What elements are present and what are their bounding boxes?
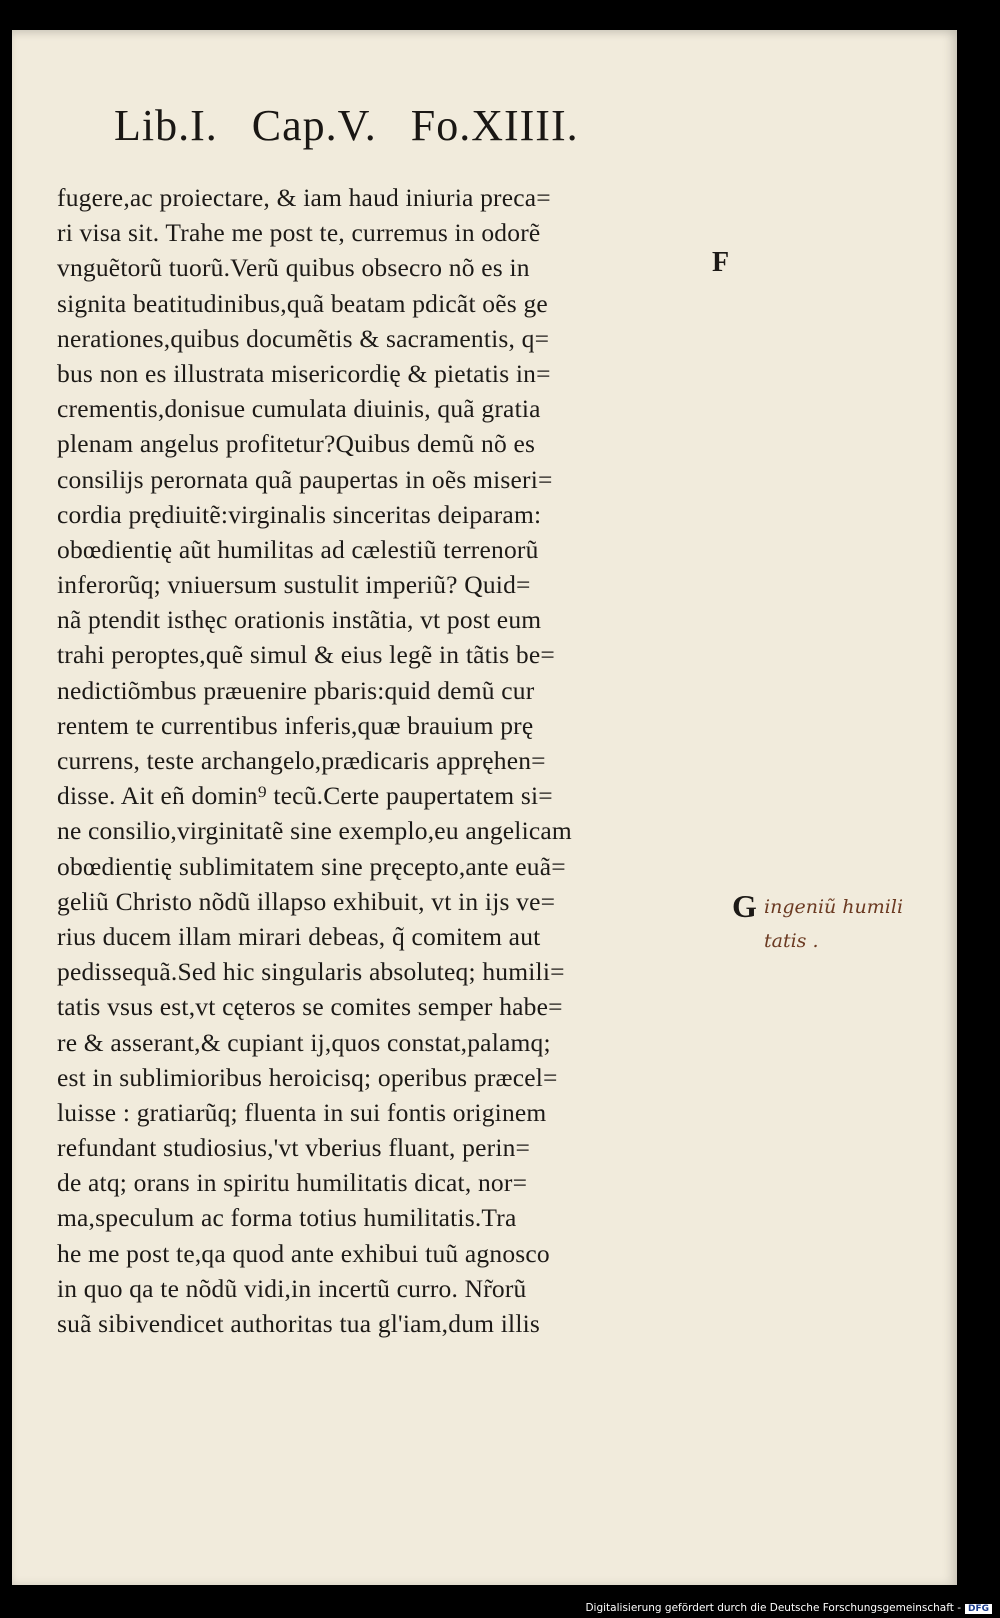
text-line: he me post te,qa quod ante exhibui tuũ agnosco [57, 1238, 550, 1268]
text-line: pedissequã.Sed hic singularis absoluteq; humili= [57, 957, 565, 987]
text-line: luisse : gratiarũq; fluenta in sui fontis originem [57, 1097, 547, 1127]
text-line: rius ducem illam mirari debeas, q̃ comitem aut [57, 921, 541, 951]
text-line: trahi peroptes,quẽ simul & eius legẽ in tãtis be= [57, 640, 555, 670]
text-line: re & asserant,& cupiant ij,quos constat,palamq; [57, 1027, 551, 1057]
text-line: signita beatitudinibus,quã beatam pdicãt oẽs ge [57, 288, 548, 318]
annotation-line: ingeniũ humili [764, 896, 904, 918]
text-line: ne consilio,virginitatẽ sine exemplo,eu angelicam [57, 816, 572, 846]
text-line: obœdientię sublimitatem sine pręcepto,ante euã= [57, 851, 566, 881]
text-line: in quo qa te nõdũ vidi,in incertũ curro. Nr̃orũ [57, 1273, 527, 1303]
text-line: geliũ Christo nõdũ illapso exhibuit, vt in ijs ve= [57, 886, 556, 916]
text-line: de atq; orans in spiritu humilitatis dicat, nor= [57, 1168, 528, 1198]
text-line: rentem te currentibus inferis,quæ brauium prę [57, 710, 534, 740]
text-line: est in sublimioribus heroicisq; operibus præcel= [57, 1062, 558, 1092]
header-chapter: Cap.V. [251, 101, 377, 150]
annotation-line: tatis . [764, 930, 819, 952]
handwritten-annotation [764, 890, 903, 958]
footer-credit: Digitalisierung gefördert durch die Deutsche Forschungsgemeinschaft - [585, 1602, 961, 1614]
text-line: refundant studiosius,'vt vberius fluant, perin= [57, 1133, 531, 1163]
text-line: crementis,donisue cumulata diuinis, quã gratia [57, 394, 541, 424]
body-text [57, 180, 737, 1341]
margin-letter-f: F [712, 247, 730, 278]
digitization-footer [585, 1602, 992, 1614]
text-line: plenam angelus profitetur?Quibus demũ nõ es [57, 429, 536, 459]
margin-letter-g: G [732, 888, 757, 924]
dfg-logo: DFG [965, 1604, 992, 1614]
text-line: vnguẽtorũ tuorũ.Verũ quibus obsecro nõ es in [57, 253, 530, 283]
text-line: nerationes,quibus documẽtis & sacramentis, q= [57, 323, 550, 353]
text-line: fugere,ac proiectare, & iam haud iniuria preca= [57, 183, 551, 212]
header-book: Lib.I. [114, 101, 218, 150]
text-line: ri visa sit. Trahe me post te, curremus in odorẽ [57, 218, 541, 248]
text-line: ma,speculum ac forma totius humilitatis.Tra [57, 1203, 517, 1233]
text-line: nedictiõmbus præuenire pbaris:quid demũ cur [57, 675, 535, 705]
text-line: inferorũq; vniuersum sustulit imperiũ? Quid= [57, 570, 531, 600]
text-line: nã ptendit isthęc orationis instãtia, vt post eum [57, 605, 542, 635]
book-page [12, 30, 957, 1585]
text-line: disse. Ait eñ domin⁹ tecũ.Certe paupertatem si= [57, 781, 553, 811]
text-line: tatis vsus est,vt cęteros se comites semper habe= [57, 992, 563, 1022]
text-line: bus non es illustrata misericordię & pietatis in= [57, 358, 551, 388]
text-line: cordia prędiuitẽ:virginalis sinceritas deiparam: [57, 499, 542, 529]
text-line: consilijs perornata quã paupertas in oẽs miseri= [57, 464, 553, 494]
text-line: suã sibivendicet authoritas tua gl'iam,dum illis [57, 1309, 541, 1338]
header-folio: Fo.XIIII. [410, 101, 579, 150]
text-line: obœdientię aũt humilitas ad cælestiũ terrenorũ [57, 534, 539, 564]
page-header [114, 100, 674, 151]
text-line: currens, teste archangelo,prædicaris appręhen= [57, 746, 546, 775]
